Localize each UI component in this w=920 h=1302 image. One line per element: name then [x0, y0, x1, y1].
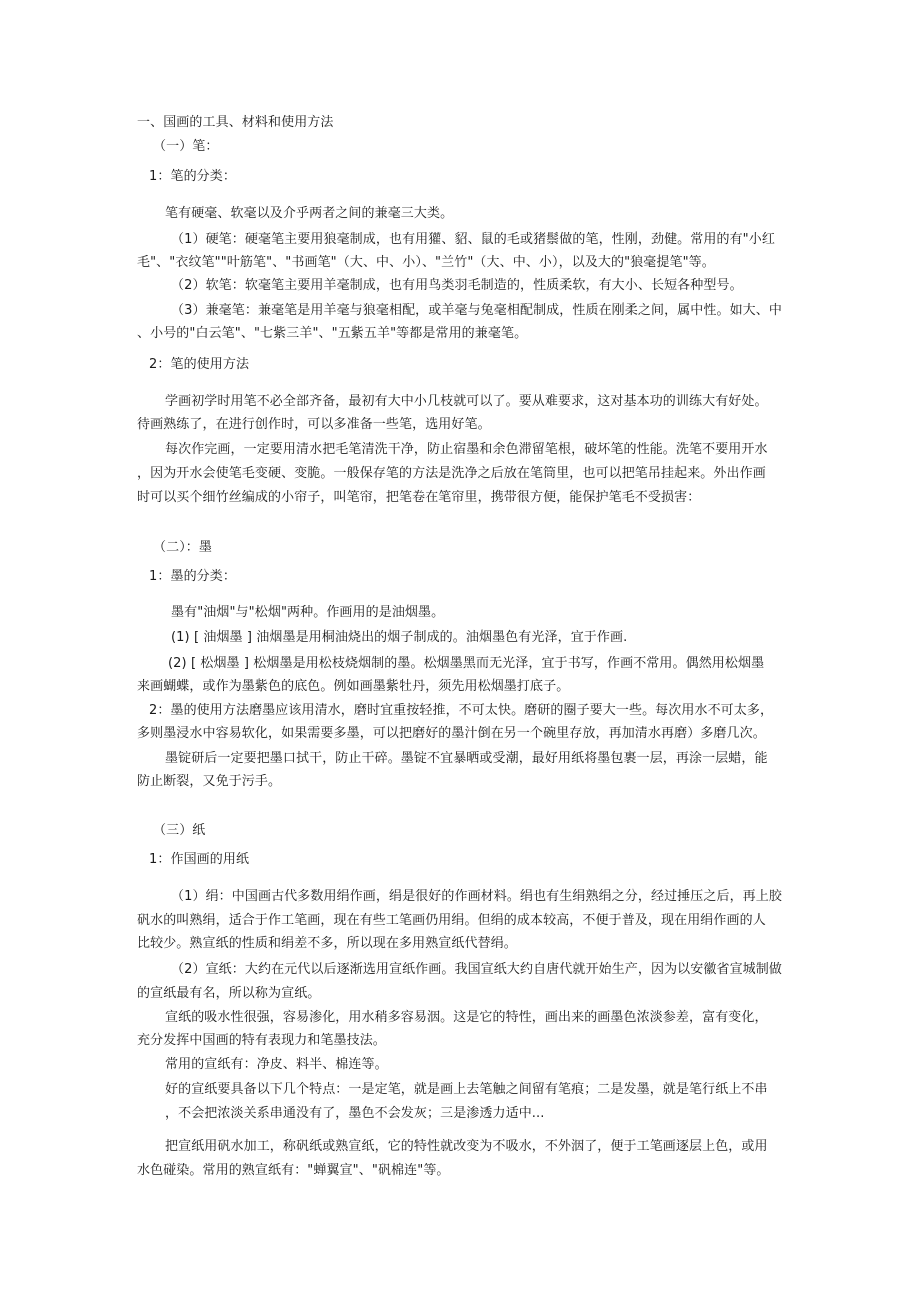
brush-usage-line-4: ，因为开水会使笔毛变硬、变脆。一般保存笔的方法是洗净之后放在笔筒里，也可以把笔吊挂起来。外出作画: [137, 466, 766, 481]
soft-brush-line: （2）软笔：软毫笔主要用羊毫制成，也有用鸟类羽毛制造的，性质柔软，有大小、长短各种型号。: [171, 278, 743, 293]
brush-usage-line-1: 学画初学时用笔不必全部齐备，最初有大中小几枝就可以了。要从难要求，这对基本功的训练大有好处。: [165, 394, 768, 409]
alum-paper-line-1: 把宣纸用矾水加工，称矾纸或熟宣纸，它的特性就改变为不吸水，不外洇了，便于工笔画逐层上色，或用: [165, 1139, 768, 1154]
silk-line-2: 矾水的叫熟绢，适合于作工笔画，现在有些工笔画仍用绢。但绢的成本较高，不便于普及，现在用绢作画的人: [137, 913, 766, 928]
ink-usage-line-3: 墨锭研后一定要把墨口拭干，防止干碎。墨锭不宜暴晒或受潮，最好用纸将墨包裹一层，再涂一层蜡，能: [165, 751, 768, 766]
silk-line-1: （1）绢：中国画古代多数用绢作画，绢是很好的作画材料。绢也有生绢熟绢之分，经过捶压之后，再上胶: [171, 889, 782, 904]
common-paper-line: 常用的宣纸有：净皮、料半、棉连等。: [165, 1057, 388, 1072]
brush-usage-line-5: 时可以买个细竹丝编成的小帘子，叫笔帘，把笔卷在笔帘里，携带很方便，能保护笔毛不受损害：: [137, 490, 701, 505]
hard-brush-line-1: （1）硬笔：硬毫笔主要用狼毫制成，也有用獾、貂、鼠的毛或猪鬃做的笔，性刚，劲健。常用的有"小红: [171, 232, 775, 247]
paper-heading: （三）纸: [153, 823, 206, 838]
brush-usage-line-3: 每次作完画，一定要用清水把毛笔清洗干净，防止宿墨和余色滞留笔根，破坏笔的性能。洗笔不要用开水: [165, 442, 768, 457]
oil-ink-line: (1) [ 油烟墨 ] 油烟墨是用桐油烧出的烟子制成的。油烟墨色有光泽，宜于作画.: [171, 630, 628, 645]
ink-classification-heading: 1：墨的分类：: [149, 569, 236, 584]
pine-ink-line-2: 来画蝴蝶，或作为墨紫色的底色。例如画墨紫牡丹，须先用松烟墨打底子。: [137, 679, 570, 694]
xuan-paper-line-1: （2）宣纸：大约在元代以后逐渐选用宣纸作画。我国宣纸大约自唐代就开始生产，因为以安徽省宣城制做: [171, 962, 782, 977]
brush-usage-heading: 2：笔的使用方法: [149, 357, 250, 372]
alum-paper-line-2: 水色碰染。常用的熟宣纸有："蝉翼宣"、"矾棉连"等。: [137, 1163, 450, 1178]
hard-brush-line-2: 毛"、"衣纹笔""叶筋笔"、"书画笔"（大、中、小）、"兰竹"（大、中、小），以及大的"狼毫提笔"等。: [137, 255, 715, 270]
mixed-brush-line-2: 、小号的"白云笔"、"七紫三羊"、"五紫五羊"等都是常用的兼毫笔。: [137, 326, 528, 341]
paper-usage-heading: 1：作国画的用纸: [149, 852, 250, 867]
brush-intro: 笔有硬毫、软毫以及介乎两者之间的兼毫三大类。: [165, 206, 454, 221]
ink-heading: （二）：墨: [153, 540, 213, 555]
absorb-line-1: 宣纸的吸水性很强，容易渗化，用水稍多容易洇。这是它的特性，画出来的画墨色浓淡参差，富有变化，: [165, 1010, 768, 1025]
ink-intro: 墨有"油烟"与"松烟"两种。作画用的是油烟墨。: [171, 605, 445, 620]
mixed-brush-line-1: （3）兼毫笔：兼毫笔是用羊毫与狼毫相配，或羊毫与兔毫相配制成，性质在刚柔之间，属中性。如大、中: [171, 303, 782, 318]
absorb-line-2: 充分发挥中国画的特有表现力和笔墨技法。: [137, 1033, 386, 1048]
brush-classification-heading: 1：笔的分类：: [149, 169, 236, 184]
xuan-paper-line-2: 的宣纸最有名，所以称为宣纸。: [137, 986, 321, 1001]
silk-line-3: 比较少。熟宣纸的性质和绢差不多，所以现在多用熟宣纸代替绢。: [137, 936, 517, 951]
ink-usage-line-2: 多则墨浸水中容易软化，如果需要多墨，可以把磨好的墨汁倒在另一个碗里存放，再加清水再磨）多磨几次。: [137, 726, 766, 741]
ink-usage-line-4: 防止断裂，又免于污手。: [137, 774, 282, 789]
ink-usage-line-1: 2：墨的使用方法磨墨应该用清水，磨时宜重按轻推，不可太快。磨研的圈子要大一些。每次用水不可太多，: [149, 703, 774, 718]
good-paper-line-1: 好的宣纸要具备以下几个特点：一是定笔，就是画上去笔触之间留有笔痕；二是发墨，就是笔行纸上不串: [165, 1082, 768, 1097]
section-title: 一、国画的工具、材料和使用方法: [137, 115, 334, 130]
good-paper-line-2: ，不会把浓淡关系串通没有了，墨色不会发灰；三是渗透力适中...: [165, 1106, 545, 1121]
brush-heading: （一）笔：: [153, 139, 219, 154]
brush-usage-line-2: 待画熟练了，在进行创作时，可以多准备一些笔，选用好笔。: [137, 417, 491, 432]
pine-ink-line-1: (2) [ 松烟墨 ] 松烟墨是用松枝烧烟制的墨。松烟墨黑而无光泽，宜于书写，作画不常用。偶然用松烟墨: [168, 656, 765, 671]
